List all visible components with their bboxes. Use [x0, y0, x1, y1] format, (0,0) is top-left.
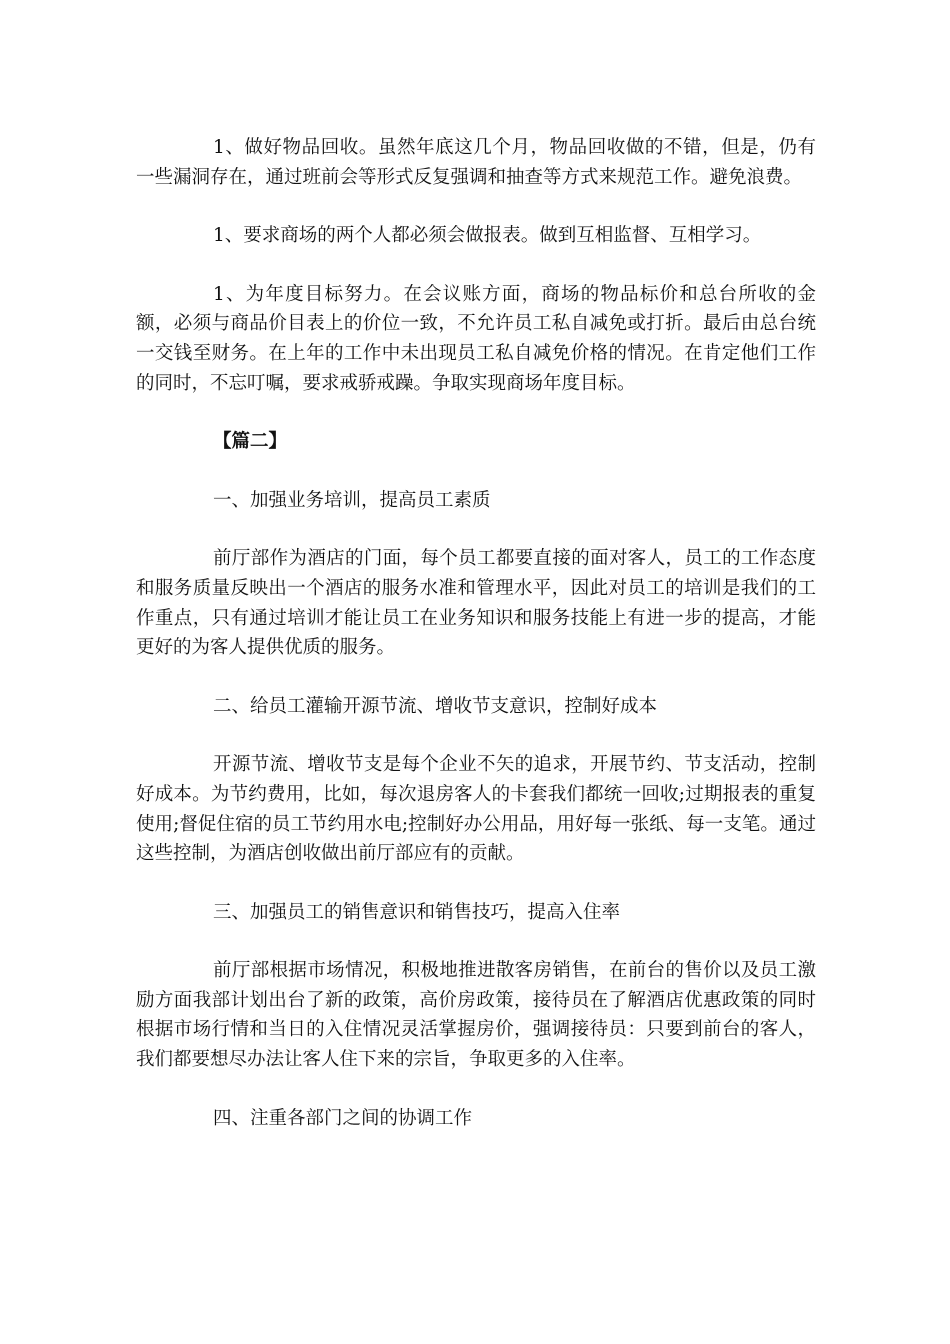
- heading-training: 一、加强业务培训，提高员工素质: [213, 489, 491, 511]
- paragraph-annual-goal: 1、为年度目标努力。在会议账方面，商场的物品标价和总台所收的金额，必须与商品价目表上的价位一致，不允许员工私自减免或打折。最后由总台统一交钱至财务。在上年的工作中未出现员工私自减免价格的情况。在肯定他们工作的同时，不忘叮嘱，要求戒骄戒躁。争取实现商场年度目标。: [136, 283, 816, 394]
- heading-sales-skills: 三、加强员工的销售意识和销售技巧，提高入住率: [213, 901, 621, 923]
- heading-cost-control: 二、给员工灌输开源节流、增收节支意识，控制好成本: [213, 695, 658, 717]
- paragraph-cost-control: 开源节流、增收节支是每个企业不矢的追求，开展节约、节支活动，控制好成本。为节约费用，比如，每次退房客人的卡套我们都统一回收;过期报表的重复使用;督促住宿的员工节约用水电;控制好办公用品，用好每一张纸、每一支笔。通过这些控制，为酒店创收做出前厅部应有的贡献。: [136, 754, 816, 865]
- paragraph-sales-skills: 前厅部根据市场情况，积极地推进散客房销售，在前台的售价以及员工激励方面我部计划出台了新的政策，高价房政策，接待员在了解酒店优惠政策的同时根据市场行情和当日的入住情况灵活掌握房价，强调接待员：只要到前台的客人，我们都要想尽办法让客人住下来的宗旨，争取更多的入住率。: [136, 960, 816, 1071]
- section-title-part-two: 【篇二】: [213, 431, 288, 453]
- paragraph-training: 前厅部作为酒店的门面，每个员工都要直接的面对客人，员工的工作态度和服务质量反映出一个酒店的服务水准和管理水平，因此对员工的培训是我们的工作重点，只有通过培训才能让员工在业务知识和服务技能上有进一步的提高，才能更好的为客人提供优质的服务。: [136, 548, 816, 659]
- paragraph-goods-recycling: 1、做好物品回收。虽然年底这几个月，物品回收做的不错，但是，仍有一些漏洞存在，通过班前会等形式反复强调和抽查等方式来规范工作。避免浪费。: [136, 137, 816, 188]
- document-body: [136, 133, 816, 1162]
- paragraph-report-requirement: 1、要求商场的两个人都必须会做报表。做到互相监督、互相学习。: [213, 225, 762, 247]
- heading-coordination: 四、注重各部门之间的协调工作: [213, 1107, 473, 1129]
